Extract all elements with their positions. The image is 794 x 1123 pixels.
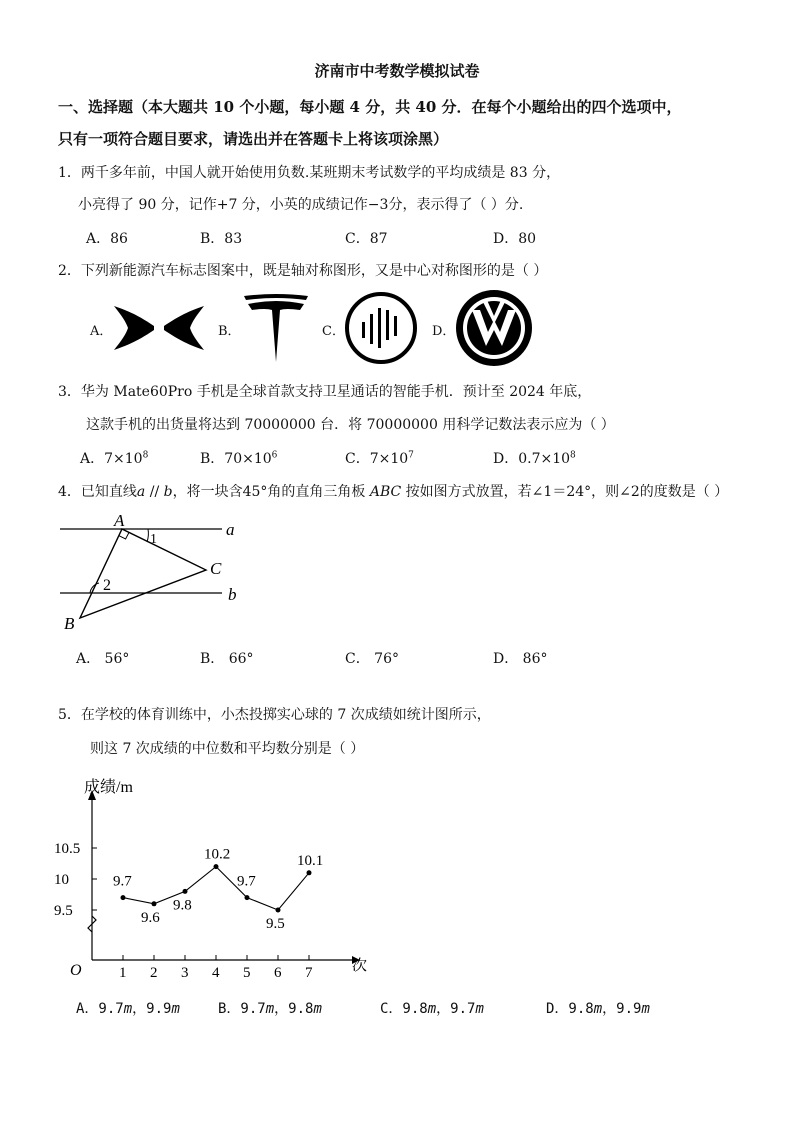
q5-option-d-value1: D．9.8 <box>546 1001 594 1017</box>
data-point <box>121 895 126 900</box>
q3-option-a-base: 7×10 <box>104 451 143 467</box>
q5-option-b-value1: B．9.7 <box>218 1001 266 1017</box>
q4-text-1: 4．已知直线 <box>58 484 137 500</box>
q3-option-c-exp: 7 <box>408 450 414 461</box>
q1-option-a[interactable]: A．86 <box>86 231 128 247</box>
data-point <box>307 870 312 875</box>
data-point <box>183 889 188 894</box>
logo-a-x-shape-icon <box>112 300 206 356</box>
q5-option-d-unit1: m <box>593 1001 603 1017</box>
q4-var-abc: ABC <box>369 484 402 500</box>
q5-option-c[interactable] <box>380 998 484 1018</box>
q1-option-d[interactable]: D．80 <box>493 231 537 247</box>
q5-line1: 5．在学校的体育训练中，小杰投掷实心球的 7 次成绩如统计图所示， <box>58 707 491 723</box>
data-label: 10.2 <box>204 846 231 863</box>
q4-text-2: ，将一块含45°角的直角三角板 <box>172 484 370 500</box>
q4-option-b[interactable]: B． 66° <box>200 651 254 667</box>
q4-var-a: a <box>136 484 146 500</box>
label-point-b: B <box>64 614 75 633</box>
q3-option-d-base: 0.7×10 <box>518 451 571 467</box>
q3-option-b-label: B． <box>200 451 225 467</box>
q3-line1: 3．华为 Mate60Pro 手机是全球首款支持卫星通话的智能手机．预计至 2024 年底， <box>58 384 592 400</box>
logo-b-tesla-t-icon <box>240 292 312 364</box>
q3-option-c-base: 7×10 <box>369 451 409 467</box>
page-title: 济南市中考数学模拟试卷 <box>314 62 480 80</box>
logo-c-circle-bars-icon <box>343 290 419 366</box>
data-label: 9.8 <box>173 897 192 914</box>
q1-line2: 小亮得了 90 分，记作+7 分，小英的成绩记作−3分，表示得了（ ）分. <box>78 197 524 213</box>
q4-option-c[interactable]: C． 76° <box>345 651 399 667</box>
q4-geometry-figure <box>50 508 250 636</box>
series-line <box>123 867 309 910</box>
data-point <box>152 901 157 906</box>
label-point-a: A <box>114 511 125 530</box>
q3-option-d[interactable] <box>493 448 576 468</box>
label-line-b: b <box>228 585 237 604</box>
data-label: 10.1 <box>297 852 324 869</box>
q3-option-b-base: 70×10 <box>224 451 272 467</box>
q2-line1: 2．下列新能源汽车标志图案中，既是轴对称图形，又是中心对称图形的是（ ） <box>58 263 548 279</box>
x-tick-label: 1 <box>119 965 127 981</box>
q1-line1: 1．两千多年前，中国人就开始使用负数.某班期末考试数学的平均成绩是 83 分， <box>58 165 561 181</box>
data-label: 9.7 <box>113 873 132 890</box>
y-tick-label: 10.5 <box>54 841 81 857</box>
triangle-abc <box>80 529 206 618</box>
q5-option-b[interactable] <box>218 998 322 1018</box>
q2-option-d-label[interactable]: D． <box>432 324 456 339</box>
data-label: 9.7 <box>237 873 256 890</box>
x-tick-label: 2 <box>150 965 158 981</box>
q5-line2: 则这 7 次成绩的中位数和平均数分别是（ ） <box>90 741 365 757</box>
section-header-line2: 只有一项符合题目要求，请选出并在答题卡上将该项涂黑） <box>58 130 449 148</box>
x-tick-label: 3 <box>181 965 189 981</box>
q5-option-c-value1: C．9.8 <box>380 1001 428 1017</box>
label-line-a: a <box>226 520 235 539</box>
q3-line2: 这款手机的出货量将达到 70000000 台．将 70000000 用科学记数法表示应为（ ） <box>86 417 615 433</box>
q3-option-a-label: A． <box>80 451 105 467</box>
q3-option-c[interactable] <box>345 448 414 468</box>
q5-option-b-unit2: m <box>313 1001 322 1017</box>
q5-option-a-unit2: m <box>171 1001 180 1017</box>
data-point <box>245 895 250 900</box>
q2-option-a-label[interactable]: A． <box>90 324 113 339</box>
x-axis-label: 次 <box>352 958 368 974</box>
q4-var-b: b <box>163 484 173 500</box>
q2-option-c-label[interactable]: C． <box>322 324 345 339</box>
q4-text-3: 按如图方式放置，若∠1＝24°，则∠2的度数是（ ） <box>401 484 729 500</box>
data-label: 9.5 <box>266 916 285 932</box>
x-tick-label: 6 <box>274 965 282 981</box>
data-point <box>214 864 219 869</box>
section-header-line1: 一、选择题（本大题共 10 个小题，每小题 4 分，共 40 分．在每个小题给出的四个选项中， <box>58 98 682 116</box>
q3-option-a[interactable] <box>80 448 148 468</box>
origin-label: O <box>70 962 82 979</box>
q5-option-a-unit1: m <box>123 1001 133 1017</box>
q3-option-b[interactable] <box>200 448 277 468</box>
x-tick-label: 5 <box>243 965 251 981</box>
q3-option-a-exp: 8 <box>142 450 149 461</box>
q5-option-d[interactable] <box>546 998 650 1018</box>
q4-line1 <box>58 481 728 501</box>
data-label: 9.6 <box>141 909 160 926</box>
q5-option-d-value2: ，9.9 <box>602 1001 642 1017</box>
logo-d-vw-icon <box>454 288 534 368</box>
q3-option-c-label: C． <box>345 451 370 467</box>
q1-option-b[interactable]: B．83 <box>200 231 243 247</box>
q5-option-d-unit2: m <box>641 1001 650 1017</box>
q4-option-a[interactable]: A． 56° <box>76 651 130 667</box>
x-tick-label: 4 <box>212 965 220 981</box>
q5-option-c-unit2: m <box>475 1001 484 1017</box>
label-point-c: C <box>210 559 222 578</box>
angle-1-arc <box>147 529 148 542</box>
q5-option-b-value2: ，9.8 <box>274 1001 314 1017</box>
q5-option-b-unit1: m <box>265 1001 275 1017</box>
y-tick-label: 9.5 <box>54 903 73 919</box>
q1-option-c[interactable]: C．87 <box>345 231 388 247</box>
q3-option-d-exp: 8 <box>570 450 576 461</box>
label-angle-2: 2 <box>103 577 111 594</box>
q5-line-chart <box>50 770 380 985</box>
y-axis-label: 成绩/m <box>84 779 133 796</box>
y-tick-label: 10 <box>54 872 69 888</box>
data-point <box>276 908 281 913</box>
x-tick-label: 7 <box>305 965 313 981</box>
q4-option-d[interactable]: D． 86° <box>493 651 548 667</box>
q5-option-a-value1: A．9.7 <box>76 1001 124 1017</box>
label-angle-1: 1 <box>150 532 157 547</box>
q4-parallel: // <box>145 484 164 500</box>
q5-option-c-unit1: m <box>427 1001 437 1017</box>
q3-option-d-label: D． <box>493 451 519 467</box>
q5-option-a[interactable] <box>76 998 180 1018</box>
q3-option-b-exp: 6 <box>271 450 278 461</box>
q5-option-c-value2: ，9.7 <box>436 1001 476 1017</box>
q5-option-a-value2: ，9.9 <box>132 1001 172 1017</box>
q2-option-b-label[interactable]: B． <box>218 324 241 339</box>
